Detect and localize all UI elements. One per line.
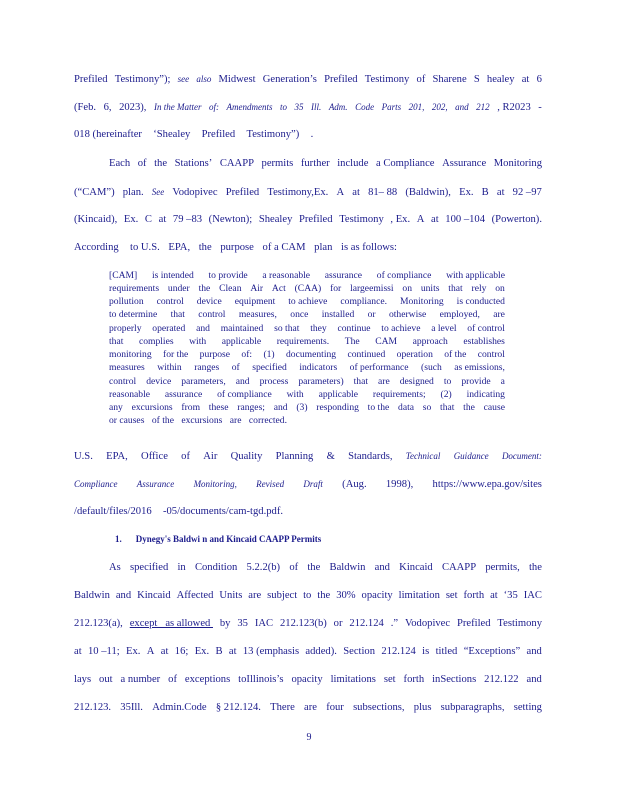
block-quote-line-9: control device parameters, and process parameters) that are designed to provide a <box>109 376 505 387</box>
paragraph-3-line-4: at 10 –11; Ex. A at 16; Ex. B at 13 (emphasis added). Section 212.124 is titled “Exceptions” and <box>74 646 542 657</box>
paragraph-3-line-2: Baldwin and Kincaid Affected Units are subject to the 30% opacity limitation set forth at ‘35 IAC <box>74 590 542 601</box>
section-heading <box>115 532 335 546</box>
block-quote-line-7: monitoring for the purpose of: (1) documenting continued operation of the control <box>109 349 505 360</box>
block-quote-line-10: reasonable assurance of compliance with applicable requirements; (2) indicating <box>109 389 505 400</box>
citation-line-2: Compliance Assurance Monitoring, Revised Draft (Aug. 1998), https://www.epa.gov/sites <box>74 479 542 490</box>
paragraph-3-line-1: As specified in Condition 5.2.2(b) of the Baldwin and Kincaid CAAPP permits, the <box>109 562 542 573</box>
citation-line-3: /default/files/2016 -05/documents/cam-tgd.pdf. <box>74 506 284 517</box>
paragraph-2-line-2: (“CAM”) plan. See Vodopivec Prefiled Testimony,Ex. A at 81– 88 (Baldwin), Ex. B at 92 –97 <box>74 187 542 198</box>
paragraph-1-line-2: (Feb. 6, 2023), In the Matter of: Amendments to 35 Ill. Adm. Code Parts 201, 202, and 212 , R2023 - <box>74 102 542 113</box>
block-quote-line-12: or causes of the excursions are corrected. <box>109 415 287 426</box>
paragraph-3-line-3: 212.123(a), except as allowed by 35 IAC 212.123(b) or 212.124 .” Vodopivec Prefiled Testimony <box>74 618 542 629</box>
paragraph-1-line-3: 018 (hereinafter ‘Shealey Prefiled Testimony”) . <box>74 129 314 140</box>
paragraph-2-line-3: (Kincaid), Ex. C at 79 –83 (Newton); Shealey Prefiled Testimony , Ex. A at 100 –104 (Powerton). <box>74 214 542 225</box>
page-number: 9 <box>306 732 312 743</box>
block-quote-line-8: measures within ranges of specified indicators of performance (such as emissions, <box>109 362 505 373</box>
block-quote-line-11: any excursions from these ranges; and (3) responding to the data so that the cause <box>109 402 505 413</box>
paragraph-2-line-1: Each of the Stations’ CAAPP permits further include a Compliance Assurance Monitoring <box>109 158 542 169</box>
citation-line-1: U.S. EPA, Office of Air Quality Planning & Standards, Technical Guidance Document: <box>74 451 542 462</box>
paragraph-3-line-5: lays out a number of exceptions toIllinois’s opacity limitations set forth inSections 212.122 and <box>74 674 542 685</box>
block-quote-line-2: requirements under the Clean Air Act (CAA) for largeemissi on units that rely on <box>109 283 505 294</box>
paragraph-3-line-6: 212.123. 35Ill. Admin.Code § 212.124. There are four subsections, plus subparagraphs, setting <box>74 702 542 713</box>
block-quote-line-5: properly operated and maintained so that they continue to achieve a level of control <box>109 323 505 334</box>
section-heading-number: 1. <box>115 534 122 544</box>
paragraph-2-line-4: According to U.S. EPA, the purpose of a CAM plan is as follows: <box>74 242 397 253</box>
block-quote-line-1: [CAM] is intended to provide a reasonable assurance of compliance with applicable <box>109 270 505 281</box>
block-quote-line-3: pollution control device equipment to achieve compliance. Monitoring is conducted <box>109 296 505 307</box>
block-quote-line-6: that complies with applicable requirements. The CAM approach establishes <box>109 336 505 347</box>
paragraph-1-line-1: Prefiled Testimony”); see also Midwest Generation’s Prefiled Testimony of Sharene S healey at 6 <box>74 74 542 85</box>
section-heading-text: Dynegy's Baldwi n and Kincaid CAAPP Permits <box>135 534 322 544</box>
block-quote-line-4: to determine that control measures, once installed or otherwise employed, are <box>109 309 505 320</box>
